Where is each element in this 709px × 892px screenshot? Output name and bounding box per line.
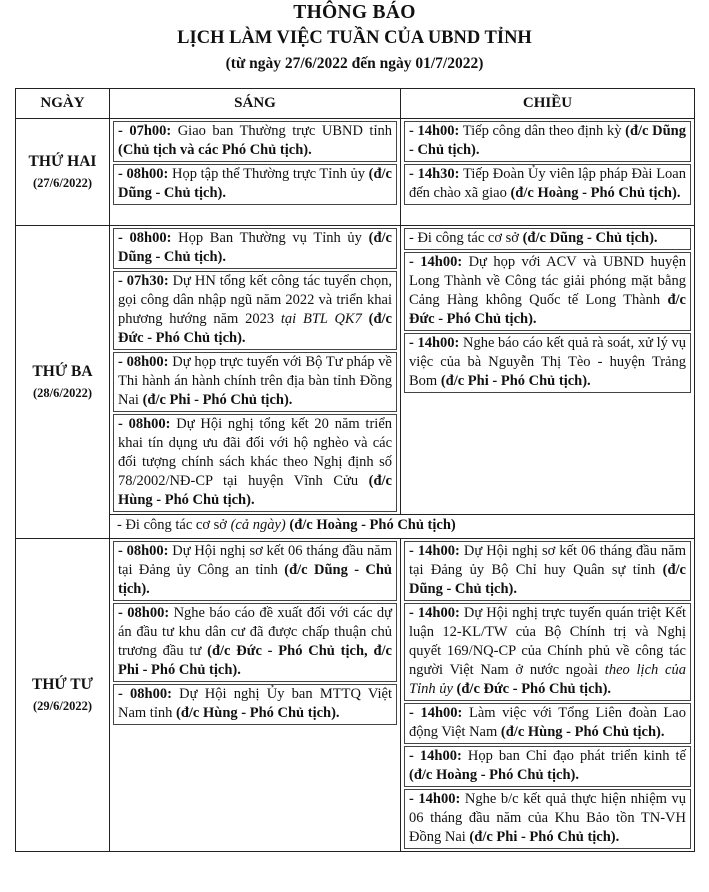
- afternoon-cell-tuesday: [401, 226, 695, 515]
- schedule-item: - 14h00: Dự họp với ACV và UBND huyện Long Thành về Công tác giải phóng mặt bằng Cảng Hàng không Quốc tế Long Thành đ/c Đức - Phó Chủ tịch).: [404, 252, 691, 331]
- row-monday: [16, 119, 695, 226]
- schedule-item: - 14h00: Nghe báo cáo kết quả rà soát, xử lý vụ việc của bà Nguyễn Thị Tèo - huyện Trảng Bom (đ/c Phi - Phó Chủ tịch).: [404, 333, 691, 393]
- schedule-item: - 07h30: Dự HN tổng kết công tác tuyển chọn, gọi công dân nhập ngũ năm 2022 và triển khai phương hướng năm 2023 tại BTL QK7 (đ/c Đức - Phó Chủ tịch).: [113, 271, 397, 350]
- day-date: (29/6/2022): [32, 698, 93, 713]
- schedule-item: - 08h00: Nghe báo cáo đề xuất đối với các dự án đầu tư khu dân cư đã được chấp thuận chủ trương đầu tư (đ/c Đức - Phó Chủ tịch, đ/c Phi - Phó Chủ tịch).: [113, 603, 397, 682]
- col-header-day: NGÀY: [16, 89, 110, 119]
- schedule-item: - 08h00: Dự họp trực tuyến với Bộ Tư pháp về Thi hành án hành chính trên địa bàn tỉnh Đồng Nai (đ/c Phi - Phó Chủ tịch).: [113, 352, 397, 412]
- row-tuesday: [16, 226, 695, 515]
- day-cell-wednesday: [16, 539, 110, 852]
- schedule-item: - Đi công tác cơ sở (cả ngày) (đ/c Hoàng - Phó Chủ tịch): [117, 517, 456, 533]
- day-name: THỨ HAI: [28, 152, 97, 170]
- day-name: THỨ TƯ: [31, 675, 93, 693]
- schedule-item: - 14h00: Tiếp công dân theo định kỳ (đ/c Dũng - Chủ tịch).: [404, 121, 691, 162]
- afternoon-cell-monday: [401, 119, 695, 226]
- schedule-item: - 14h00: Họp ban Chỉ đạo phát triển kinh tế (đ/c Hoàng - Phó Chủ tịch).: [404, 746, 691, 787]
- day-cell-tuesday: [16, 226, 110, 539]
- schedule-item: - 14h00: Dự Hội nghị trực tuyến quán triệt Kết luận 12-KL/TW của Bộ Chính trị và Nghị quyết 169/NQ-CP của Chính phủ về công tác người Việt Nam ở nước ngoài theo lịch của Tỉnh ủy (đ/c Đức - Phó Chủ tịch).: [404, 603, 691, 701]
- schedule-item: - 14h00: Nghe b/c kết quả thực hiện nhiệm vụ 06 tháng đầu năm của Khu Bảo tồn TN-VH Đồng Nai (đ/c Phi - Phó Chủ tịch).: [404, 789, 691, 849]
- schedule-item: - 14h00: Làm việc với Tổng Liên đoàn Lao động Việt Nam (đ/c Hùng - Phó Chủ tịch).: [404, 703, 691, 744]
- afternoon-cell-wednesday: [401, 539, 695, 852]
- schedule-item: - 08h00: Dự Hội nghị tổng kết 20 năm triển khai tín dụng ưu đãi đối với hộ nghèo và các đối tượng chính sách khác theo Nghị định số 78/2002/NĐ-CP tại huyện Vĩnh Cửu (đ/c Hùng - Phó Chủ tịch).: [113, 414, 397, 512]
- allday-cell-tuesday: [110, 515, 695, 539]
- notice-title: THÔNG BÁO: [293, 2, 416, 23]
- day-date: (27/6/2022): [32, 175, 93, 190]
- schedule-item: - 08h00: Dự Hội nghị sơ kết 06 tháng đầu năm tại Đảng ủy Công an tỉnh (đ/c Dũng - Chủ tịch).: [113, 541, 397, 601]
- schedule-item: - 08h00: Dự Hội nghị Ủy ban MTTQ Việt Nam tỉnh (đ/c Hùng - Phó Chủ tịch).: [113, 684, 397, 725]
- day-date: (28/6/2022): [32, 385, 93, 400]
- morning-cell-wednesday: [110, 539, 401, 852]
- morning-cell-monday: [110, 119, 401, 226]
- row-tuesday-allday: [16, 515, 695, 539]
- schedule-item: - 08h00: Họp tập thể Thường trực Tỉnh ủy (đ/c Dũng - Chủ tịch).: [113, 164, 397, 205]
- schedule-item: - 07h00: Giao ban Thường trực UBND tỉnh (Chủ tịch và các Phó Chủ tịch).: [113, 121, 397, 162]
- date-range: (từ ngày 27/6/2022 đến ngày 01/7/2022): [225, 55, 484, 72]
- day-cell-monday: [16, 119, 110, 226]
- schedule-item: - 08h00: Họp Ban Thường vụ Tỉnh ủy (đ/c Dũng - Chủ tịch).: [113, 228, 397, 269]
- row-wednesday: [16, 539, 695, 852]
- schedule-item: - 14h00: Dự Hội nghị sơ kết 06 tháng đầu năm tại Đảng ủy Bộ Chỉ huy Quân sự tỉnh (đ/c Dũng - Chủ tịch).: [404, 541, 691, 601]
- col-header-morning: SÁNG: [110, 89, 401, 119]
- col-header-afternoon: CHIỀU: [401, 89, 695, 119]
- schedule-item: - Đi công tác cơ sở (đ/c Dũng - Chủ tịch).: [404, 228, 691, 250]
- schedule-item: - 14h30: Tiếp Đoàn Ủy viên lập pháp Đài Loan đến chào xã giao (đ/c Hoàng - Phó Chủ tịch).: [404, 164, 691, 205]
- morning-cell-tuesday: [110, 226, 401, 515]
- day-name: THỨ BA: [32, 362, 93, 380]
- header-row: [16, 89, 695, 119]
- notice-subtitle: LỊCH LÀM VIỆC TUẦN CỦA UBND TỈNH: [177, 28, 532, 48]
- schedule-table: [15, 88, 695, 852]
